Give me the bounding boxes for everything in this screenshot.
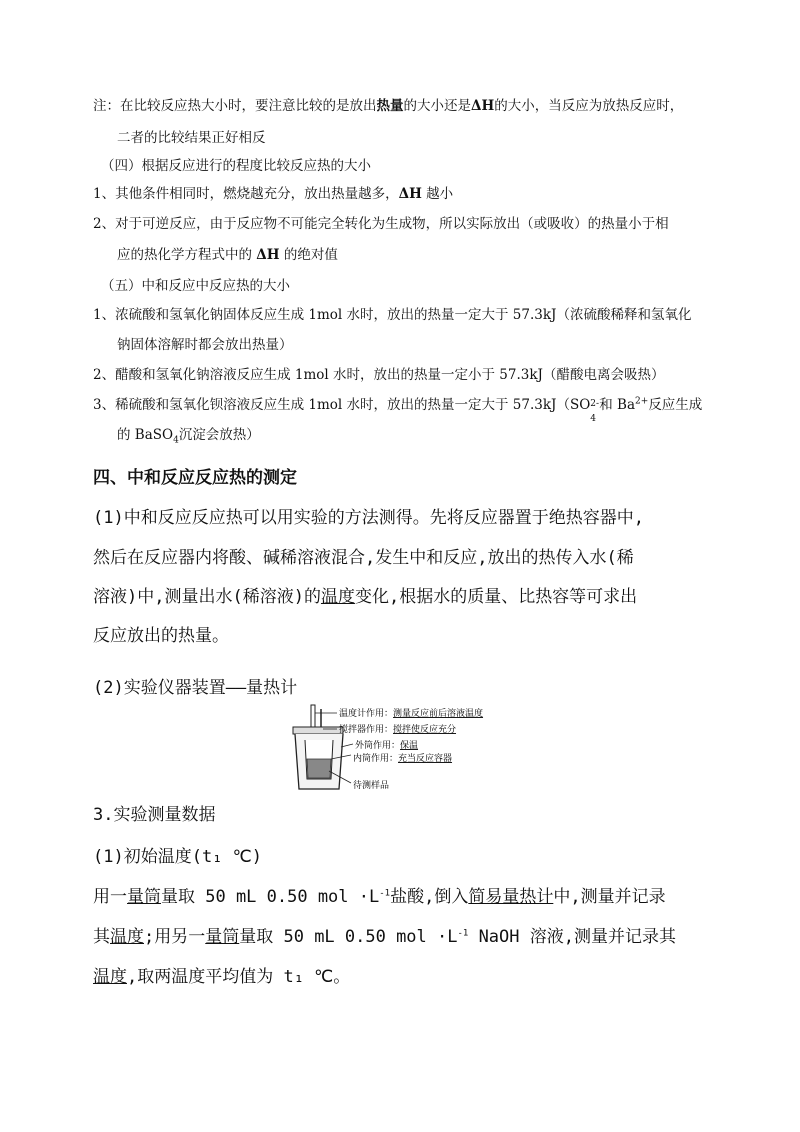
lid-icon [293,727,343,734]
calorimeter-diagram [285,703,525,796]
para2-title: (2)实验仪器装置——量热计 [93,678,298,698]
section-4-item-2-cont: 应的热化学方程式中的 ΔH 的绝对值 [117,247,338,263]
section-5-item-2: 2、醋酸和氢氧化钠溶液反应生成 1mol 水时，放出的热量一定小于 57.3kJ（醋酸电离会吸热） [93,367,665,383]
outer-cup-label: 外筒作用：保温 [355,741,419,751]
section-4-item-1: 1、其他条件相同时，燃烧越充分，放出热量越多，ΔH 越小 [93,186,454,202]
sample-label: 待测样品 [353,781,390,791]
para1-line-2: 然后在反应器内将酸、碱稀溶液混合,发生中和反应,放出的热传入水(稀 [93,548,634,568]
para1-line-4: 反应放出的热量。 [93,626,229,646]
section-5-title: （五）中和反应中反应热的大小 [101,278,290,294]
para1-line-3: 溶液)中,测量出水(稀溶液)的温度变化,根据水的质量、比热容等可求出 [93,587,638,607]
section-5-item-1-cont: 钠固体溶解时都会放出热量） [117,337,293,353]
sample-icon [307,759,331,778]
section-5-item-3-cont: 的 BaSO$_4$沉淀会放热） [117,427,260,446]
section-heading: 四、中和反应反应热的测定 [93,468,297,488]
note-line-1: 注：在比较反应热大小时，要注意比较的是放出热量的大小还是ΔH的大小，当反应为放热反应时， [93,98,684,114]
section-3-para-line-3: 温度,取两温度平均值为 t₁ ℃。 [93,967,351,987]
stirrer-label: 搅拌器作用：搅拌使反应充分 [339,725,457,735]
section-3-para-line-2: 其温度;用另一量筒量取 50 mL 0.50 mol $\cdot L^{-1}$ NaOH 溶液,测量并记录其 [93,927,676,947]
section-3-title: 3.实验测量数据 [93,805,216,825]
section-5-item-3: 3、稀硫酸和氢氧化钡溶液反应生成 1mol 水时，放出的热量一定大于 57.3kJ（SO 2- 4 和 $Ba^{2+}$反应生成 [93,396,703,424]
thermometer-label: 温度计作用：测量反应前后溶液温度 [339,709,484,719]
section-5-item-1: 1、浓硫酸和氢氧化钠固体反应生成 1mol 水时，放出的热量一定大于 57.3kJ（浓硫酸稀释和氢氧化 [93,307,692,323]
note-line-2: 二者的比较结果正好相反 [117,130,266,146]
para1-line-1: (1)中和反应反应热可以用实验的方法测得。先将反应器置于绝热容器中, [93,508,644,528]
section-3-para-line-1: 用一量筒量取 50 mL 0.50 mol $\cdot L^{-1}$盐酸,倒入简易量热计中,测量并记录 [93,887,666,907]
inner-cup-label: 内筒作用：充当反应容器 [353,754,453,764]
section-4-title: （四）根据反应进行的程度比较反应热的大小 [101,158,371,174]
section-3-sub-1: (1)初始温度(t₁ ℃) [93,847,262,867]
section-4-item-2: 2、对于可逆反应，由于反应物不可能完全转化为生成物，所以实际放出（或吸收）的热量小于相 [93,216,669,232]
